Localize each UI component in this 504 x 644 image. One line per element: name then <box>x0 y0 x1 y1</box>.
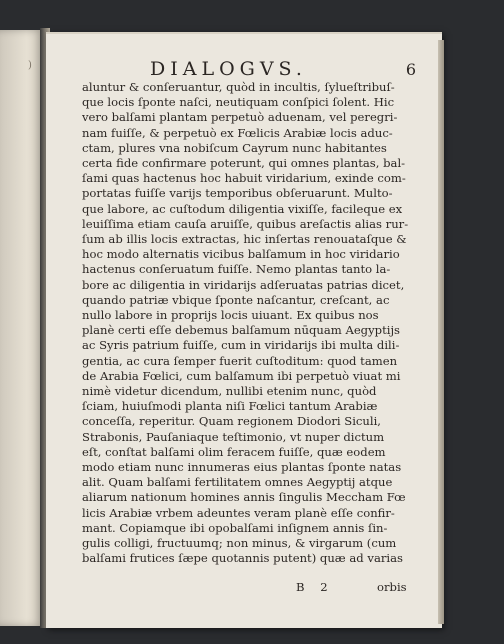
body-text <box>82 80 422 567</box>
text-line: leuiſſima etiam cauſa aruiſſe, quibus areſactis alias rur- <box>82 216 409 231</box>
text-line: vero balſami plantam perpetuò aduenam, vel peregri- <box>82 110 398 125</box>
facing-page-edge <box>0 30 44 626</box>
text-line: ſciam, huiuſmodi planta niſi Fœlici tantum Arabiæ <box>82 399 378 414</box>
text-line: modo etiam nunc innumeras eius plantas ſponte natas <box>82 460 402 475</box>
text-line: alit. Quam balſami fertilitatem omnes Aegyptij atque <box>82 475 393 490</box>
text-line: ac Syris patrium fuiſſe, cum in viridarijs ibi multa dili- <box>82 338 400 353</box>
text-line: gentia, ac cura ſemper fuerit cuſtoditum: quod tamen <box>82 353 398 368</box>
text-line: ſum ab illis locis extractas, hic inſertas renouataſque & <box>82 232 407 247</box>
text-line: ctam, plures vna nobiſcum Cayrum nunc habitantes <box>82 140 387 155</box>
text-line: ſami quas hactenus hoc habuit viridarium, exinde com- <box>82 171 406 186</box>
text-line: quando patriæ vbique ſponte naſcantur, creſcant, ac <box>82 292 390 307</box>
text-line: conceſſa, reperitur. Quam regionem Diodori Siculi, <box>82 414 381 429</box>
page-number: 6 <box>405 60 416 79</box>
book-page <box>46 32 442 628</box>
text-line: licis Arabiæ vrbem adeuntes veram planè eſſe confir- <box>82 505 395 520</box>
text-line: eſt, conſtat balſami olim feracem fuiſſe, quæ eodem <box>82 444 386 459</box>
text-line: hoc modo alternatis vicibus balſamum in hoc viridario <box>82 247 400 262</box>
text-line: hactenus conſeruatum fuiſſe. Nemo plantas tanto la- <box>82 262 391 277</box>
text-line: certa fide confirmare poterunt, qui omnes plantas, bal- <box>82 156 406 171</box>
text-line: gulis colligi, fructuumq; non minus, & virgarum (cum <box>82 536 397 551</box>
text-line: nimè videtur dicendum, nullibi etenim nunc, quòd <box>82 384 377 399</box>
text-line: de Arabia Fœlici, cum balſamum ibi perpetuò viuat mi <box>82 368 401 383</box>
running-head-title: DIALOGVS. <box>150 58 307 80</box>
text-line: que labore, ac cuſtodum diligentia vixiſſe, facileque ex <box>82 201 403 216</box>
text-line: Strabonis, Pauſaniaque teſtimonio, vt nuper dictum <box>82 429 385 444</box>
facing-page-text-fragment: ) <box>28 60 32 71</box>
text-line: aluntur & conſeruantur, quòd in incultis, ſylueſtribuſ- <box>82 80 395 94</box>
text-line: nullo labore in proprijs locis uiuant. Ex quibus nos <box>82 308 379 323</box>
catchword: orbis <box>377 580 407 594</box>
signature-mark: B 2 <box>296 580 334 594</box>
running-head <box>116 58 416 80</box>
text-line: que locis ſponte naſci, neutiquam conſpici ſolent. Hic <box>82 95 395 110</box>
page-stack-edge <box>438 40 444 624</box>
text-line: balſami frutices ſæpe quotannis putent) quæ ad varias <box>82 551 403 566</box>
text-line: portatas fuiſſe varijs temporibus obſeruarunt. Multo- <box>82 186 393 201</box>
text-line: nam fuiſſe, & perpetuò ex Fœlicis Arabiæ locis aduc- <box>82 125 393 140</box>
text-line: mant. Copiamque ibi opobalſami inſignem annis ſin- <box>82 520 388 535</box>
text-line: planè certi eſſe debemus balſamum nūquam Aegyptijs <box>82 323 400 338</box>
text-line: bore ac diligentia in viridarijs adſeruatas patrias dicet, <box>82 277 405 292</box>
text-line: aliarum nationum homines annis ſingulis Meccham Fœ <box>82 490 406 505</box>
